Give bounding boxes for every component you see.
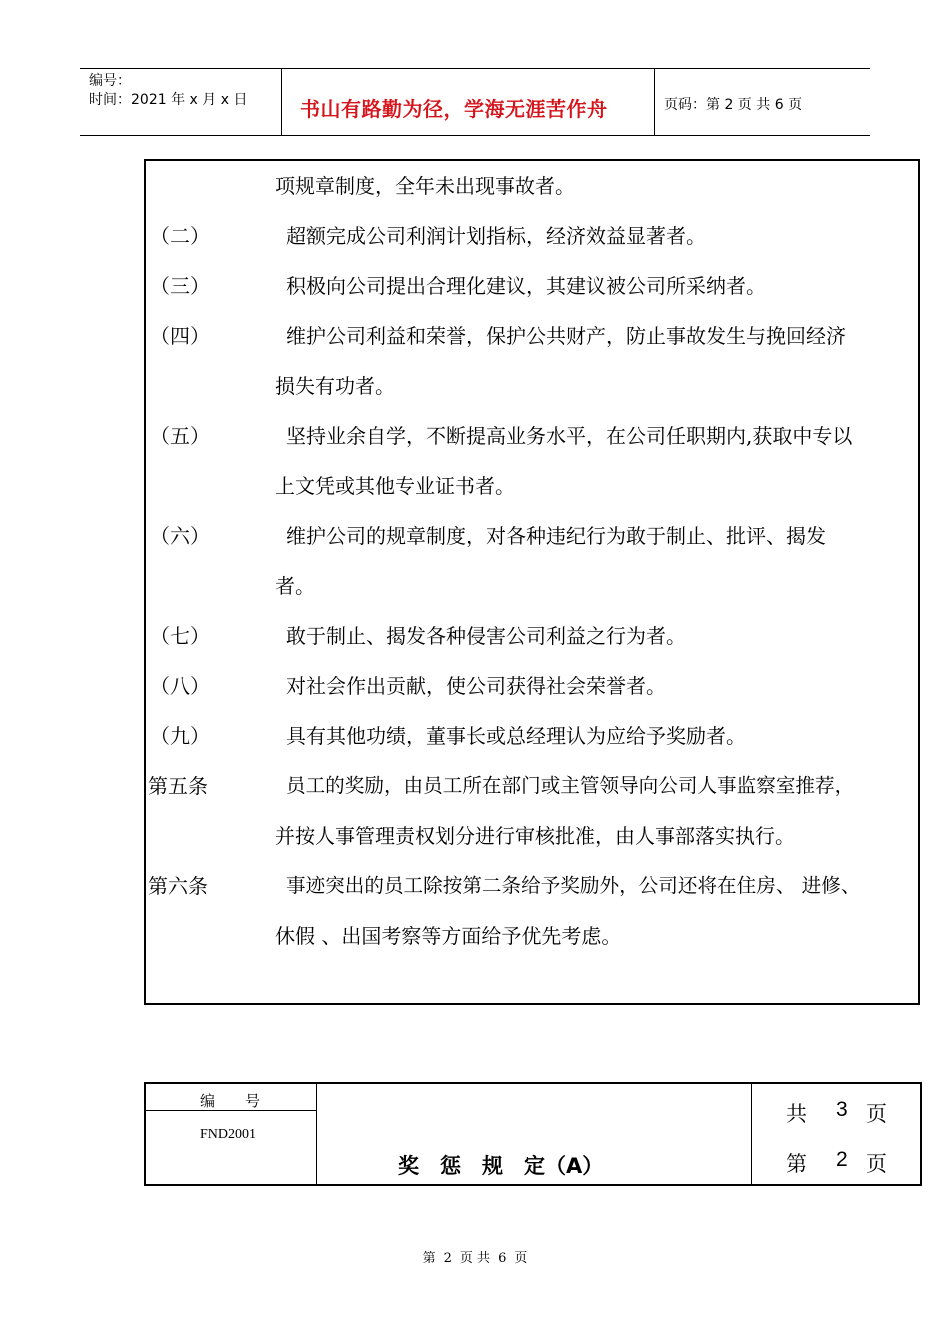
clause-label: （八）	[150, 674, 210, 698]
clause-label: （九）	[150, 724, 210, 748]
clause-text: 上文凭或其他专业证书者。	[275, 474, 515, 498]
header-top-rule	[80, 68, 870, 69]
current-page-unit: 页	[866, 1152, 887, 1176]
clause-label: （四）	[150, 324, 210, 348]
clause-text: 事迹突出的员工除按第二条给予奖励外，公司还将在住房、 进修、	[286, 874, 861, 897]
number-value: FND2001	[200, 1127, 257, 1142]
clause-label: （五）	[150, 424, 210, 448]
total-pages-value: 3	[836, 1098, 848, 1121]
clause-text: 敢于制止、揭发各种侵害公司利益之行为者。	[286, 624, 686, 648]
page-footer-prefix: 第	[422, 1251, 436, 1266]
clause-text: 具有其他功绩，董事长或总经理认为应给予奖励者。	[286, 724, 746, 748]
table-divider	[751, 1082, 752, 1186]
clause-text: 超额完成公司利润计划指标，经济效益显著者。	[286, 224, 706, 248]
total-pages-label: 共	[786, 1102, 807, 1126]
page-footer-total: 6	[498, 1251, 507, 1266]
page-footer-current: 2	[443, 1251, 452, 1266]
clause-label: （六）	[150, 524, 210, 548]
clause-text: 积极向公司提出合理化建议，其建议被公司所采纳者。	[286, 274, 766, 298]
table-divider	[316, 1082, 317, 1186]
article-label: 第五条	[148, 774, 208, 798]
header-divider-right	[654, 68, 655, 135]
clause-text: 坚持业余自学，不断提高业务水平，在公司任职期内,获取中专以	[286, 424, 853, 448]
clause-label: （二）	[150, 224, 210, 248]
header-motto: 书山有路勤为径，学海无涯苦作舟	[300, 97, 608, 121]
header-number-label: 编号：	[89, 73, 131, 89]
current-page-value: 2	[836, 1148, 848, 1171]
document-title: 奖 惩 规 定（A）	[398, 1154, 604, 1178]
clause-text: 对社会作出贡献，使公司获得社会荣誉者。	[286, 674, 666, 698]
clause-text: 者。	[275, 574, 315, 598]
clause-text: 损失有功者。	[275, 374, 395, 398]
total-pages-unit: 页	[866, 1102, 887, 1126]
clause-text: 项规章制度，全年未出现事故者。	[275, 174, 575, 198]
page-number-footer	[0, 1247, 950, 1266]
current-page-label: 第	[786, 1152, 807, 1176]
header-time-label: 时间：2021 年 x 月 x 日	[89, 92, 248, 108]
clause-text: 维护公司的规章制度，对各种违纪行为敢于制止、批评、揭发	[286, 524, 826, 548]
clause-text: 维护公司利益和荣誉，保护公共财产，防止事故发生与挽回经济	[286, 324, 846, 348]
header-divider-left	[281, 68, 282, 135]
page-footer-mid: 页 共	[459, 1251, 491, 1266]
page-footer-suffix: 页	[514, 1251, 528, 1266]
clause-label: （七）	[150, 624, 210, 648]
clause-label: （三）	[150, 274, 210, 298]
header-bottom-rule	[80, 135, 870, 136]
number-header: 编 号	[200, 1092, 261, 1110]
clause-text: 员工的奖励，由员工所在部门或主管领导向公司人事监察室推荐，	[286, 774, 855, 797]
clause-text: 休假 、出国考察等方面给予优先考虑。	[275, 924, 622, 948]
header-page-info: 页码：第 2 页 共 6 页	[664, 97, 803, 113]
article-label: 第六条	[148, 874, 208, 898]
clause-text: 并按人事管理责权划分进行审核批准，由人事部落实执行。	[275, 824, 795, 848]
